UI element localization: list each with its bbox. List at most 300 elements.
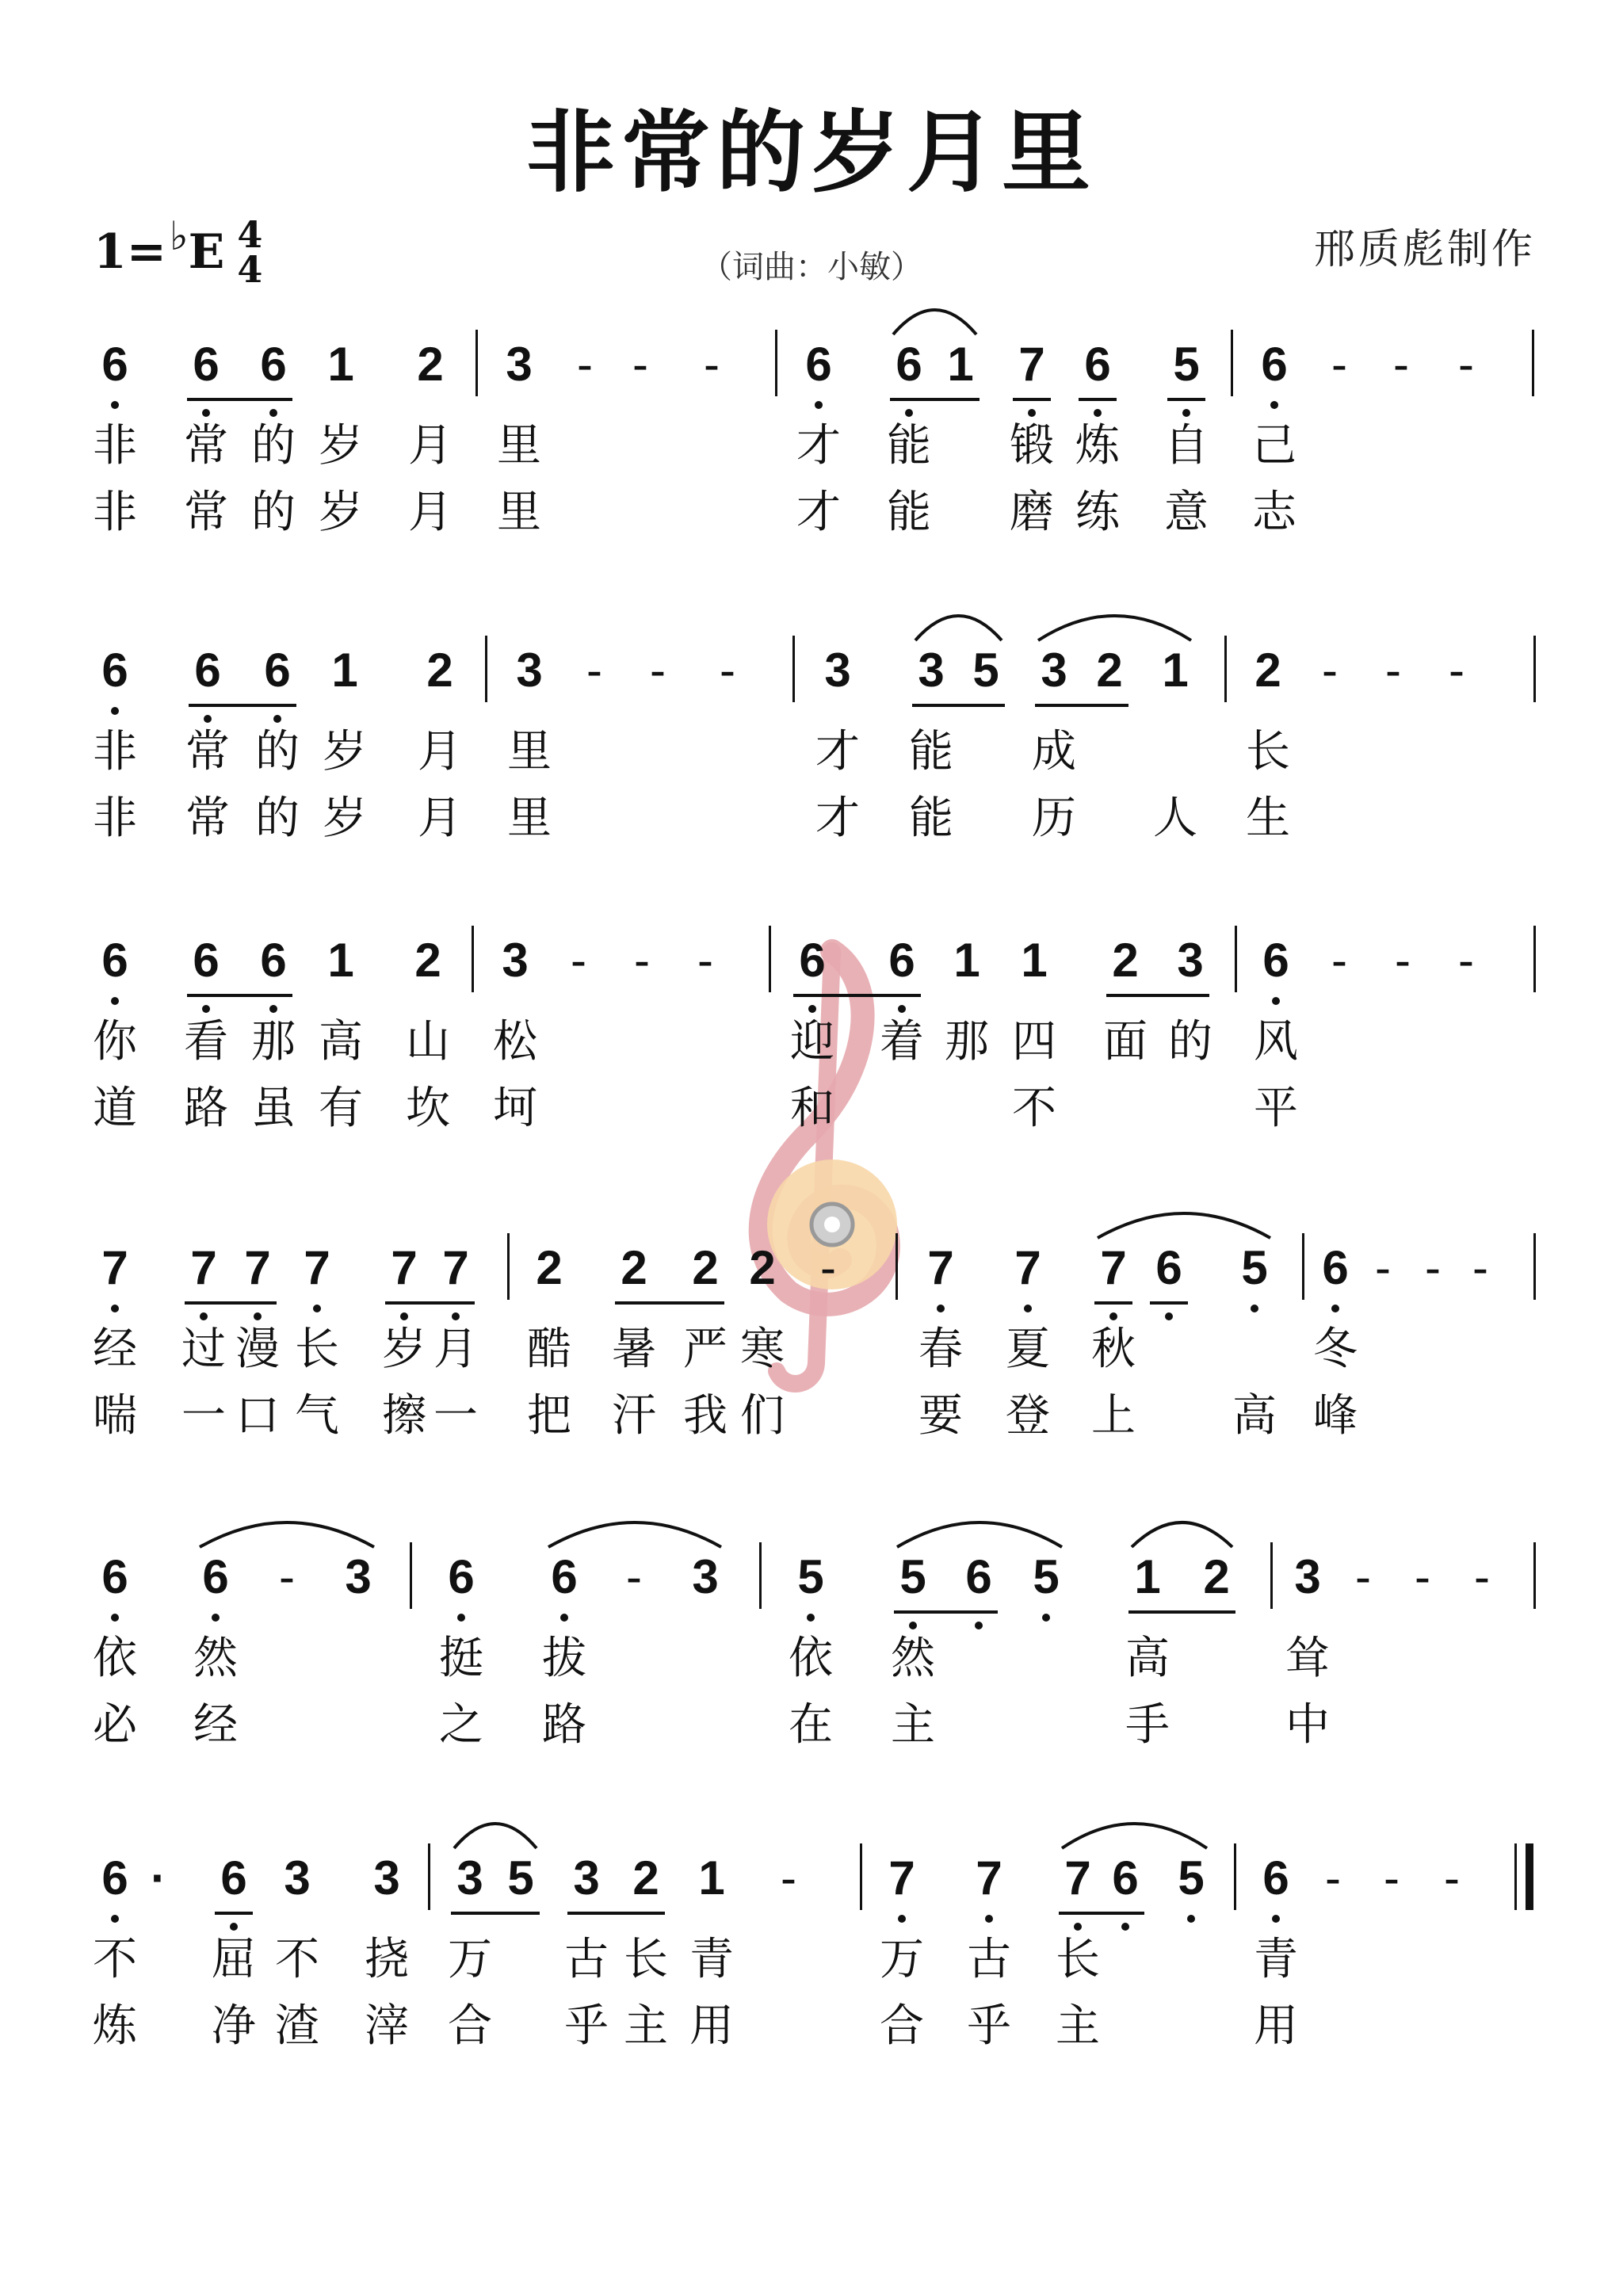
octave-dot-below xyxy=(808,1005,816,1013)
sustain-dash: - xyxy=(1415,1550,1430,1603)
lyric-char: 登 xyxy=(1006,1390,1050,1442)
octave-dot-below xyxy=(1182,409,1190,417)
note: 6 xyxy=(888,934,915,987)
octave-dot-below xyxy=(1165,1312,1173,1320)
sustain-dash: - xyxy=(571,934,586,987)
octave-dot-below xyxy=(457,1614,465,1622)
note: 3 xyxy=(506,338,533,391)
sustain-dash: - xyxy=(1393,338,1409,391)
lyric-char: 万 xyxy=(880,1934,924,1985)
sustain-dash: - xyxy=(634,934,650,987)
note: 2 xyxy=(749,1241,776,1294)
note: 3 xyxy=(516,644,543,697)
lyric-char: 经 xyxy=(193,1699,238,1751)
lyric-char: 挺 xyxy=(439,1633,483,1684)
lyric-char: 四 xyxy=(1012,1016,1056,1068)
lyric-char: 非 xyxy=(93,726,137,777)
flat-sign: ♭ xyxy=(170,212,189,259)
lyric-char: 依 xyxy=(789,1633,833,1684)
note: 7 xyxy=(976,1851,1002,1904)
lyric-char: 的 xyxy=(255,793,300,844)
note: 2 xyxy=(414,934,441,987)
octave-dot-below xyxy=(254,1312,262,1320)
eighth-note-beam xyxy=(451,1912,540,1915)
note: 6 xyxy=(193,338,220,391)
score-row-5 xyxy=(0,1545,1623,1815)
score-row-1 xyxy=(0,333,1623,602)
octave-dot-below xyxy=(111,1305,119,1312)
octave-dot-below xyxy=(905,409,913,417)
lyricist-composer-credit: （词曲：小敏） xyxy=(701,249,922,285)
eighth-note-beam xyxy=(912,704,1005,707)
octave-dot-below xyxy=(1109,1312,1117,1320)
note: 6 xyxy=(260,338,287,391)
note: 7 xyxy=(244,1241,271,1294)
octave-dot-below xyxy=(1074,1923,1082,1931)
octave-dot-below xyxy=(111,401,119,409)
eighth-note-beam xyxy=(1128,1610,1235,1614)
arranger-credit: 邢质彪制作 xyxy=(1313,226,1536,273)
octave-dot-below xyxy=(975,1622,983,1629)
eighth-note-beam xyxy=(187,994,292,997)
lyric-char: 主 xyxy=(624,2000,668,2052)
eighth-note-beam xyxy=(567,1912,665,1915)
lyric-char: 我 xyxy=(683,1390,727,1442)
lyric-char: 那 xyxy=(945,1016,989,1068)
note: 6 xyxy=(101,644,128,697)
lyric-char: 在 xyxy=(789,1699,833,1751)
lyric-char: 山 xyxy=(406,1016,450,1068)
lyric-char: 的 xyxy=(251,487,296,538)
note: 6 xyxy=(202,1550,229,1603)
note: 5 xyxy=(972,644,999,697)
sustain-dash: - xyxy=(781,1851,796,1904)
note: 6 xyxy=(805,338,832,391)
lyric-char: 夏 xyxy=(1006,1324,1050,1375)
lyric-char: 秋 xyxy=(1091,1324,1136,1375)
lyric-char: 净 xyxy=(212,2000,256,2052)
lyric-char: 自 xyxy=(1164,420,1209,472)
octave-dot-below xyxy=(1028,409,1036,417)
slur xyxy=(915,616,1002,640)
sustain-dash: - xyxy=(1325,1851,1341,1904)
lyric-char: 主 xyxy=(891,1699,935,1751)
note: 6 xyxy=(193,934,220,987)
lyric-char: 迎 xyxy=(790,1016,834,1068)
slur xyxy=(1098,1213,1270,1238)
eighth-note-beam xyxy=(894,1610,998,1614)
lyric-char: 用 xyxy=(1254,2000,1298,2052)
note: 1 xyxy=(327,338,354,391)
lyric-char: 能 xyxy=(887,420,931,472)
lyric-char: 万 xyxy=(448,1934,492,1985)
lyric-char: 手 xyxy=(1125,1699,1170,1751)
octave-dot-below xyxy=(202,1005,210,1013)
key-letter: E xyxy=(188,224,225,280)
eighth-note-beam xyxy=(1106,994,1209,997)
sustain-dash: - xyxy=(1395,934,1411,987)
sustain-dash: - xyxy=(697,934,713,987)
time-signature-bottom: 4 xyxy=(237,248,263,291)
lyric-char: 月 xyxy=(433,1324,478,1375)
note: 6 xyxy=(965,1550,992,1603)
sustain-dash: - xyxy=(1458,338,1474,391)
note: 6 xyxy=(799,934,826,987)
lyric-char: 滓 xyxy=(365,2000,409,2052)
note: 5 xyxy=(1241,1241,1268,1294)
lyric-char: 岁 xyxy=(382,1324,426,1375)
sustain-dash: - xyxy=(1444,1851,1460,1904)
sustain-dash: - xyxy=(1449,644,1465,697)
note: 1 xyxy=(1134,1550,1161,1603)
note: 7 xyxy=(304,1241,330,1294)
lyric-char: 常 xyxy=(184,487,228,538)
octave-dot-below xyxy=(909,1622,917,1629)
time-signature-top: 4 xyxy=(237,213,263,256)
octave-dot-below xyxy=(898,1915,906,1923)
sustain-dash: - xyxy=(577,338,593,391)
sustain-dash: - xyxy=(1331,338,1347,391)
lyric-char: 严 xyxy=(683,1324,727,1375)
eighth-note-beam xyxy=(185,1301,277,1305)
slur xyxy=(897,1522,1062,1547)
lyric-char: 之 xyxy=(439,1699,483,1751)
octave-dot-below xyxy=(200,1312,208,1320)
slur-layer xyxy=(0,295,1623,342)
note: 2 xyxy=(632,1851,659,1904)
slur-layer xyxy=(0,1198,1623,1246)
slur-layer xyxy=(0,1809,1623,1856)
slur xyxy=(1038,616,1191,640)
octave-dot-below xyxy=(1042,1614,1050,1622)
octave-dot-below xyxy=(937,1305,945,1312)
note: 6 xyxy=(1084,338,1111,391)
octave-dot-below xyxy=(898,1005,906,1013)
lyric-char: 峰 xyxy=(1313,1390,1358,1442)
note: 6 xyxy=(1262,1851,1289,1904)
lyric-char: 屈 xyxy=(212,1934,256,1985)
lyric-char: 漫 xyxy=(235,1324,280,1375)
slur xyxy=(1062,1824,1207,1848)
octave-dot-below xyxy=(269,409,277,417)
lyric-char: 过 xyxy=(181,1324,226,1375)
sustain-dash: - xyxy=(1375,1241,1391,1294)
lyric-char: 坷 xyxy=(493,1083,537,1134)
sustain-dash: - xyxy=(1331,934,1347,987)
lyric-char: 喘 xyxy=(93,1390,137,1442)
octave-dot-below xyxy=(1024,1305,1032,1312)
sustain-dash: - xyxy=(632,338,648,391)
note: 1 xyxy=(947,338,974,391)
octave-dot-below xyxy=(560,1614,568,1622)
eighth-note-beam xyxy=(615,1301,724,1305)
lyric-char: 月 xyxy=(408,487,453,538)
lyric-char: 不 xyxy=(1012,1083,1056,1134)
lyric-char: 然 xyxy=(193,1633,238,1684)
note: 6 xyxy=(1262,934,1289,987)
sustain-dash: - xyxy=(626,1550,642,1603)
note: 6 xyxy=(896,338,922,391)
lyric-char: 练 xyxy=(1075,487,1120,538)
lyric-char: 志 xyxy=(1252,487,1296,538)
lyric-char: 长 xyxy=(624,1934,668,1985)
lyric-char: 能 xyxy=(909,726,953,777)
lyric-char: 平 xyxy=(1254,1083,1298,1134)
lyric-char: 炼 xyxy=(93,2000,137,2052)
note: 1 xyxy=(698,1851,725,1904)
lyric-char: 汗 xyxy=(612,1390,656,1442)
lyric-char: 磨 xyxy=(1010,487,1054,538)
eighth-note-beam xyxy=(189,704,296,707)
lyric-char: 成 xyxy=(1032,726,1076,777)
lyric-char: 你 xyxy=(93,1016,137,1068)
lyric-char: 高 xyxy=(1125,1633,1170,1684)
note: 1 xyxy=(327,934,354,987)
note: 7 xyxy=(442,1241,469,1294)
octave-dot-below xyxy=(985,1915,993,1923)
lyric-char: 合 xyxy=(448,2000,492,2052)
lyric-char: 古 xyxy=(967,1934,1011,1985)
lyric-char: 然 xyxy=(891,1633,935,1684)
lyric-char: 气 xyxy=(295,1390,339,1442)
lyric-char: 寒 xyxy=(740,1324,785,1375)
lyric-char: 历 xyxy=(1032,793,1076,844)
lyric-char: 要 xyxy=(918,1390,963,1442)
lyric-char: 把 xyxy=(527,1390,571,1442)
eighth-note-beam xyxy=(793,994,921,997)
octave-dot-below xyxy=(313,1305,321,1312)
lyric-char: 青 xyxy=(689,1934,734,1985)
lyric-char: 暑 xyxy=(612,1324,656,1375)
note: 5 xyxy=(1033,1550,1060,1603)
octave-dot-below xyxy=(1187,1915,1195,1923)
lyric-char: 常 xyxy=(185,726,230,777)
lyric-char: 和 xyxy=(790,1083,834,1134)
lyric-char: 才 xyxy=(815,726,860,777)
lyric-char: 道 xyxy=(93,1083,137,1134)
lyric-char: 岁 xyxy=(323,726,367,777)
note: 3 xyxy=(1294,1550,1321,1603)
octave-dot-below xyxy=(204,715,212,723)
score-row-3 xyxy=(0,929,1623,1198)
lyric-char: 渣 xyxy=(275,2000,319,2052)
slur-layer xyxy=(0,1507,1623,1555)
note: 2 xyxy=(1254,644,1281,697)
lyric-char: 的 xyxy=(255,726,300,777)
lyric-char: 里 xyxy=(507,793,552,844)
lyric-char: 己 xyxy=(1252,420,1296,472)
lyric-char: 常 xyxy=(185,793,230,844)
sustain-dash: - xyxy=(1458,934,1474,987)
note: 6 xyxy=(101,1851,128,1904)
note: 6 xyxy=(1261,338,1288,391)
lyric-char: 风 xyxy=(1254,1016,1298,1068)
lyric-char: 高 xyxy=(1232,1390,1277,1442)
note: 2 xyxy=(692,1241,719,1294)
lyric-char: 松 xyxy=(493,1016,537,1068)
lyric-char: 长 xyxy=(1056,1934,1100,1985)
eighth-note-beam xyxy=(385,1301,475,1305)
lyric-char: 擦 xyxy=(382,1390,426,1442)
note: 2 xyxy=(621,1241,647,1294)
note: 1 xyxy=(953,934,980,987)
lyric-char: 长 xyxy=(1246,726,1290,777)
octave-dot-below xyxy=(273,715,281,723)
octave-dot-below xyxy=(1270,401,1278,409)
octave-dot-below xyxy=(111,1614,119,1622)
lyric-char: 非 xyxy=(93,793,137,844)
note: 2 xyxy=(1112,934,1139,987)
eighth-note-beam xyxy=(215,1912,253,1915)
octave-dot-below xyxy=(1272,997,1280,1005)
lyric-char: 才 xyxy=(796,487,841,538)
sustain-dash: - xyxy=(1322,644,1338,697)
note: 6 xyxy=(101,934,128,987)
lyric-char: 经 xyxy=(93,1324,137,1375)
lyric-char: 耸 xyxy=(1285,1633,1330,1684)
note: 2 xyxy=(417,338,444,391)
note: 3 xyxy=(1041,644,1067,697)
octave-dot-below xyxy=(111,997,119,1005)
score-row-4 xyxy=(0,1236,1623,1506)
lyric-char: 的 xyxy=(1168,1016,1212,1068)
lyric-char: 里 xyxy=(497,487,541,538)
sustain-dash: - xyxy=(1472,1241,1488,1294)
lyric-char: 路 xyxy=(542,1699,586,1751)
note: 3 xyxy=(824,644,851,697)
note: 3 xyxy=(692,1550,719,1603)
note: 3 xyxy=(1177,934,1204,987)
note: 3 xyxy=(573,1851,600,1904)
lyric-char: 那 xyxy=(251,1016,296,1068)
eighth-note-beam xyxy=(187,398,292,401)
note: 7 xyxy=(1064,1851,1091,1904)
lyric-char: 冬 xyxy=(1313,1324,1358,1375)
eighth-note-beam xyxy=(1150,1301,1188,1305)
octave-dot-below xyxy=(230,1923,238,1931)
octave-dot-below xyxy=(452,1312,460,1320)
slur xyxy=(1132,1522,1232,1547)
lyric-char: 岁 xyxy=(319,420,363,472)
lyric-char: 不 xyxy=(93,1934,137,1985)
lyric-char: 古 xyxy=(564,1934,609,1985)
note: 3 xyxy=(502,934,529,987)
sustain-dash: - xyxy=(720,644,735,697)
lyric-char: 拔 xyxy=(542,1633,586,1684)
octave-dot-below xyxy=(1272,1915,1280,1923)
eighth-note-beam xyxy=(1094,1301,1132,1305)
slur xyxy=(548,1522,721,1547)
lyric-char: 常 xyxy=(184,420,228,472)
lyric-char: 上 xyxy=(1091,1390,1136,1442)
slur xyxy=(200,1522,374,1547)
note: 2 xyxy=(1096,644,1123,697)
note: 1 xyxy=(331,644,358,697)
lyric-char: 能 xyxy=(887,487,931,538)
lyric-char: 坎 xyxy=(406,1083,450,1134)
sustain-dash: - xyxy=(650,644,666,697)
note: 7 xyxy=(1014,1241,1041,1294)
lyric-char: 青 xyxy=(1254,1934,1298,1985)
note: 1 xyxy=(1021,934,1048,987)
lyric-char: 月 xyxy=(418,793,462,844)
octave-dot-below xyxy=(807,1614,815,1622)
note: 7 xyxy=(190,1241,217,1294)
sustain-dash: - xyxy=(1384,1851,1400,1904)
lyric-char: 能 xyxy=(909,793,953,844)
eighth-note-beam xyxy=(1013,398,1051,401)
lyric-char: 面 xyxy=(1103,1016,1148,1068)
lyric-char: 酷 xyxy=(527,1324,571,1375)
dotted-rhythm-dot: · xyxy=(151,1851,166,1904)
lyric-char: 着 xyxy=(880,1016,924,1068)
note: 7 xyxy=(888,1851,915,1904)
lyric-char: 月 xyxy=(408,420,453,472)
note: 5 xyxy=(1173,338,1200,391)
lyric-char: 炼 xyxy=(1075,420,1120,472)
note: 6 xyxy=(220,1851,247,1904)
lyric-char: 非 xyxy=(93,420,137,472)
lyric-char: 不 xyxy=(275,1934,319,1985)
sustain-dash: - xyxy=(1474,1550,1490,1603)
song-title: 非常的岁月里 xyxy=(526,101,1097,204)
lyric-char: 里 xyxy=(497,420,541,472)
note: 6 xyxy=(551,1550,578,1603)
octave-dot-below xyxy=(212,1614,220,1622)
lyric-char: 人 xyxy=(1153,793,1197,844)
lyric-char: 口 xyxy=(235,1390,280,1442)
lyric-char: 月 xyxy=(418,726,462,777)
sustain-dash: - xyxy=(820,1241,836,1294)
lyric-char: 春 xyxy=(918,1324,963,1375)
note: 3 xyxy=(284,1851,311,1904)
octave-dot-below xyxy=(269,1005,277,1013)
lyric-char: 锻 xyxy=(1010,420,1054,472)
lyric-char: 乎 xyxy=(967,2000,1011,2052)
lyric-char: 才 xyxy=(796,420,841,472)
note: 7 xyxy=(1018,338,1045,391)
note: 6 xyxy=(264,644,291,697)
lyric-char: 意 xyxy=(1164,487,1209,538)
lyric-char: 主 xyxy=(1056,2000,1100,2052)
lyric-char: 非 xyxy=(93,487,137,538)
octave-dot-below xyxy=(111,707,119,715)
slur-layer xyxy=(0,601,1623,648)
note: 6 xyxy=(101,338,128,391)
note: 5 xyxy=(507,1851,534,1904)
note: 6 xyxy=(1322,1241,1349,1294)
eighth-note-beam xyxy=(1079,398,1117,401)
octave-dot-below xyxy=(1331,1305,1339,1312)
sustain-dash: - xyxy=(704,338,720,391)
note: 1 xyxy=(1162,644,1189,697)
note: 7 xyxy=(391,1241,418,1294)
note: 6 xyxy=(1112,1851,1139,1904)
octave-dot-below xyxy=(202,409,210,417)
note: 2 xyxy=(1203,1550,1230,1603)
lyric-char: 才 xyxy=(815,793,860,844)
slur xyxy=(454,1824,537,1848)
eighth-note-beam xyxy=(1035,704,1128,707)
lyric-char: 挠 xyxy=(365,1934,409,1985)
lyric-char: 路 xyxy=(184,1083,228,1134)
note: 3 xyxy=(373,1851,400,1904)
note: 6 xyxy=(101,1550,128,1603)
slur xyxy=(893,310,976,334)
note: 5 xyxy=(797,1550,824,1603)
lyric-char: 看 xyxy=(184,1016,228,1068)
lyric-char: 合 xyxy=(880,2000,924,2052)
